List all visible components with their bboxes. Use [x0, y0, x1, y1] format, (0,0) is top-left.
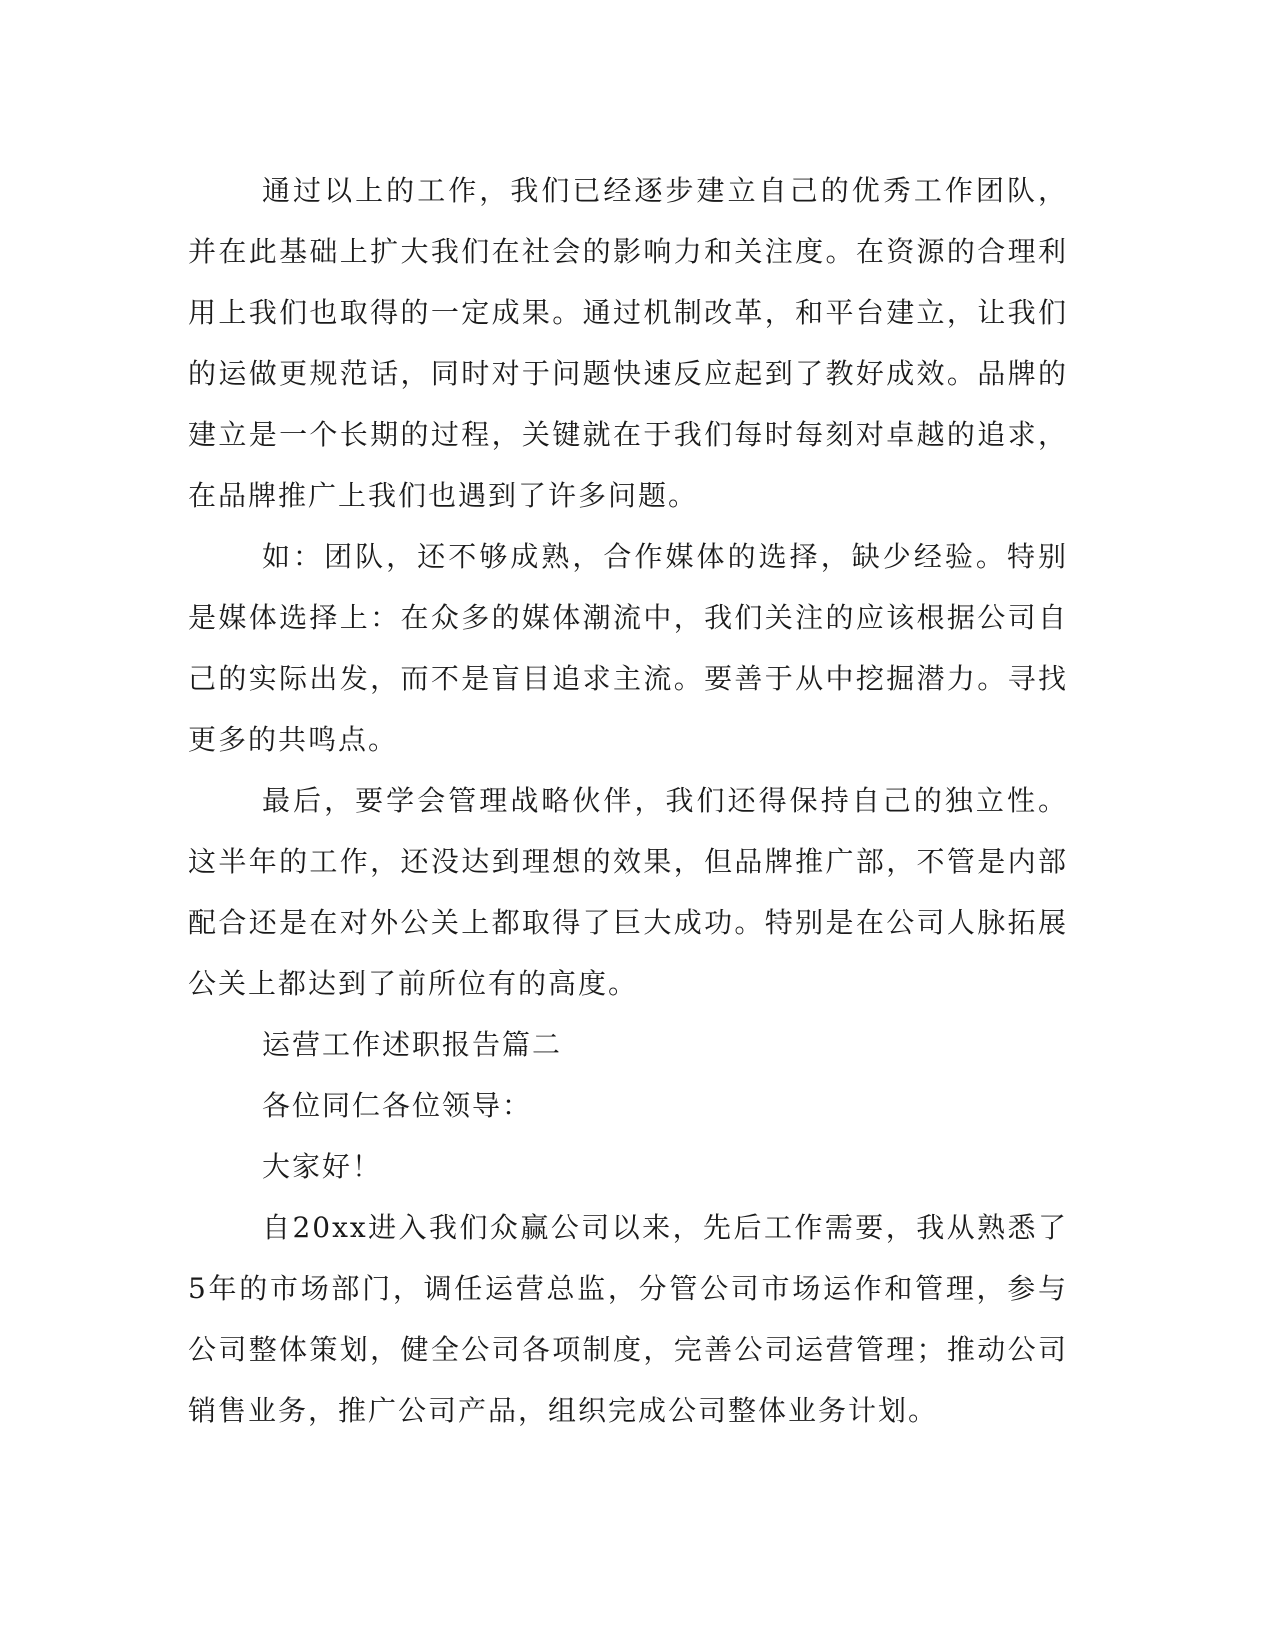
paragraph-career-intro: 自20xx进入我们众赢公司以来，先后工作需要，我从熟悉了5年的市场部门，调任运营总监，分管公司市场运作和管理，参与公司整体策划，健全公司各项制度，完善公司运营管理；推动公司销售业务，推广公司产品，组织完成公司整体业务计划。	[188, 1211, 1068, 1427]
paragraph-strategic-partners: 最后，要学会管理战略伙伴，我们还得保持自己的独立性。这半年的工作，还没达到理想的效果，但品牌推广部，不管是内部配合还是在对外公关上都取得了巨大成功。特别是在公司人脉拓展公关上都达到了前所位有的高度。	[188, 784, 1068, 1000]
section-heading: 运营工作述职报告篇二	[262, 1028, 563, 1061]
document-body	[188, 160, 1068, 1441]
paragraph-media-selection: 如：团队，还不够成熟，合作媒体的选择，缺少经验。特别是媒体选择上：在众多的媒体潮流中，我们关注的应该根据公司自己的实际出发，而不是盲目追求主流。要善于从中挖掘潜力。寻找更多的共鸣点。	[188, 540, 1068, 756]
salutation: 各位同仁各位领导：	[262, 1089, 533, 1122]
paragraph-team-building: 通过以上的工作，我们已经逐步建立自己的优秀工作团队，并在此基础上扩大我们在社会的影响力和关注度。在资源的合理利用上我们也取得的一定成果。通过机制改革，和平台建立，让我们的运做更规范话，同时对于问题快速反应起到了教好成效。品牌的建立是一个长期的过程，关键就在于我们每时每刻对卓越的追求，在品牌推广上我们也遇到了许多问题。	[188, 174, 1068, 512]
greeting: 大家好！	[262, 1150, 383, 1183]
